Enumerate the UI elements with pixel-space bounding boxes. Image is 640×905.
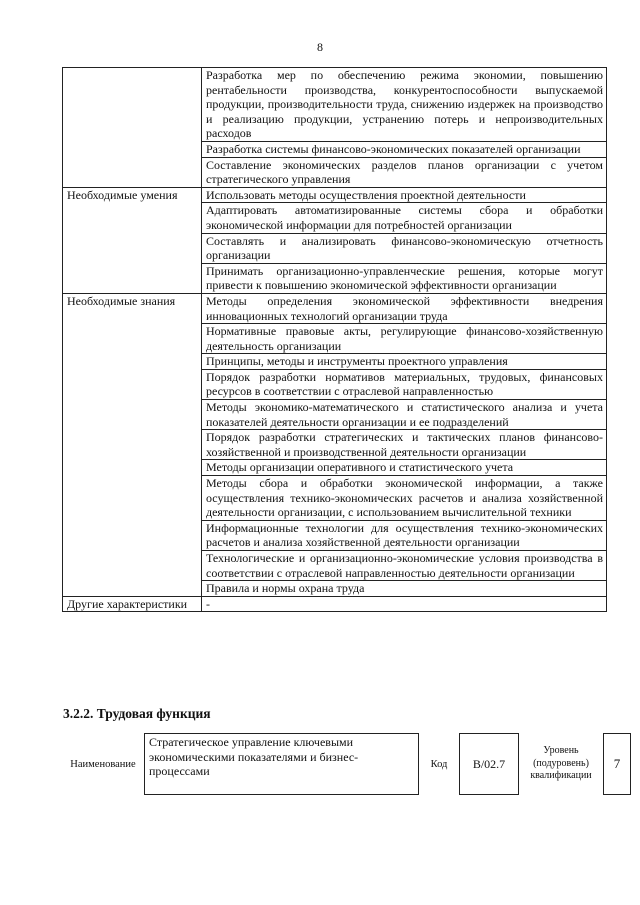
function-name: Стратегическое управление ключевыми экономическими показателями и бизнес-процессами bbox=[144, 733, 419, 795]
code-label: Код bbox=[430, 758, 448, 770]
level-label-line: (подуровень) bbox=[533, 757, 589, 769]
table-row bbox=[62, 733, 631, 795]
table-row bbox=[63, 596, 607, 612]
table-cell: - bbox=[202, 596, 607, 612]
table-cell: Составление экономических разделов планов организации с учетом стратегического управления bbox=[202, 157, 607, 187]
level-label-line: квалификации bbox=[530, 770, 592, 782]
table-cell: Технологические и организационно-экономические условия производства в соответствии с отраслевой направленностью деятельности организации bbox=[202, 551, 607, 581]
table-cell: Адаптировать автоматизированные системы сбора и обработки экономической информации для потребностей организации bbox=[202, 203, 607, 233]
table-cell: Принимать организационно-управленческие решения, которые могут привести к повышению экономической эффективности организации bbox=[202, 263, 607, 293]
table-row bbox=[63, 68, 607, 142]
table-cell: Порядок разработки нормативов материальных, трудовых, финансовых ресурсов в соответствии с отраслевой направленностью bbox=[202, 369, 607, 399]
labor-function-table bbox=[62, 733, 631, 795]
table-cell: Принципы, методы и инструменты проектного управления bbox=[202, 354, 607, 370]
table-cell: Методы экономико-математического и статистического анализа и учета показателей деятельности организации и ее подразделений bbox=[202, 400, 607, 430]
skills-label: Необходимые умения bbox=[63, 187, 202, 293]
table-cell: Разработка мер по обеспечению режима экономии, повышению рентабельности производства, конкурентоспособности выпускаемой продукции, производительности труда, снижению издержек на производство и реализацию продукции, устранению потерь и непроизводительных расходов bbox=[202, 68, 607, 142]
table-cell: Нормативные правовые акты, регулирующие финансово-хозяйственную деятельность организации bbox=[202, 324, 607, 354]
page-number: 8 bbox=[317, 40, 323, 54]
other-label: Другие характеристики bbox=[63, 596, 202, 612]
table-row bbox=[63, 293, 607, 323]
table-cell: Разработка системы финансово-экономических показателей организации bbox=[202, 141, 607, 157]
table-cell: Правила и нормы охрана труда bbox=[202, 581, 607, 597]
name-label: Наименование bbox=[70, 758, 136, 770]
label-cell-empty bbox=[63, 68, 202, 188]
table-cell: Методы определения экономической эффективности внедрения инновационных технологий организации труда bbox=[202, 293, 607, 323]
table-cell: Методы сбора и обработки экономической информации, а также осуществления технико-экономических расчетов и анализа хозяйственной деятельности организации, с использованием вычислительной техники bbox=[202, 476, 607, 521]
level-value: 7 bbox=[603, 733, 631, 795]
table-cell: Методы организации оперативного и статистического учета bbox=[202, 460, 607, 476]
requirements-table bbox=[62, 67, 607, 612]
level-label bbox=[519, 733, 603, 795]
table-row bbox=[63, 187, 607, 203]
section-heading: 3.2.2. Трудовая функция bbox=[63, 706, 211, 721]
table-cell: Составлять и анализировать финансово-экономическую отчетность организации bbox=[202, 233, 607, 263]
code-value: B/02.7 bbox=[459, 733, 519, 795]
table-cell: Информационные технологии для осуществления технико-экономических расчетов и анализа хозяйственной деятельности организации bbox=[202, 520, 607, 550]
knowledge-label: Необходимые знания bbox=[63, 293, 202, 596]
table-cell: Использовать методы осуществления проектной деятельности bbox=[202, 187, 607, 203]
table-cell: Порядок разработки стратегических и тактических планов финансово-хозяйственной и производственной деятельности организации bbox=[202, 430, 607, 460]
level-label-line: Уровень bbox=[543, 745, 579, 757]
